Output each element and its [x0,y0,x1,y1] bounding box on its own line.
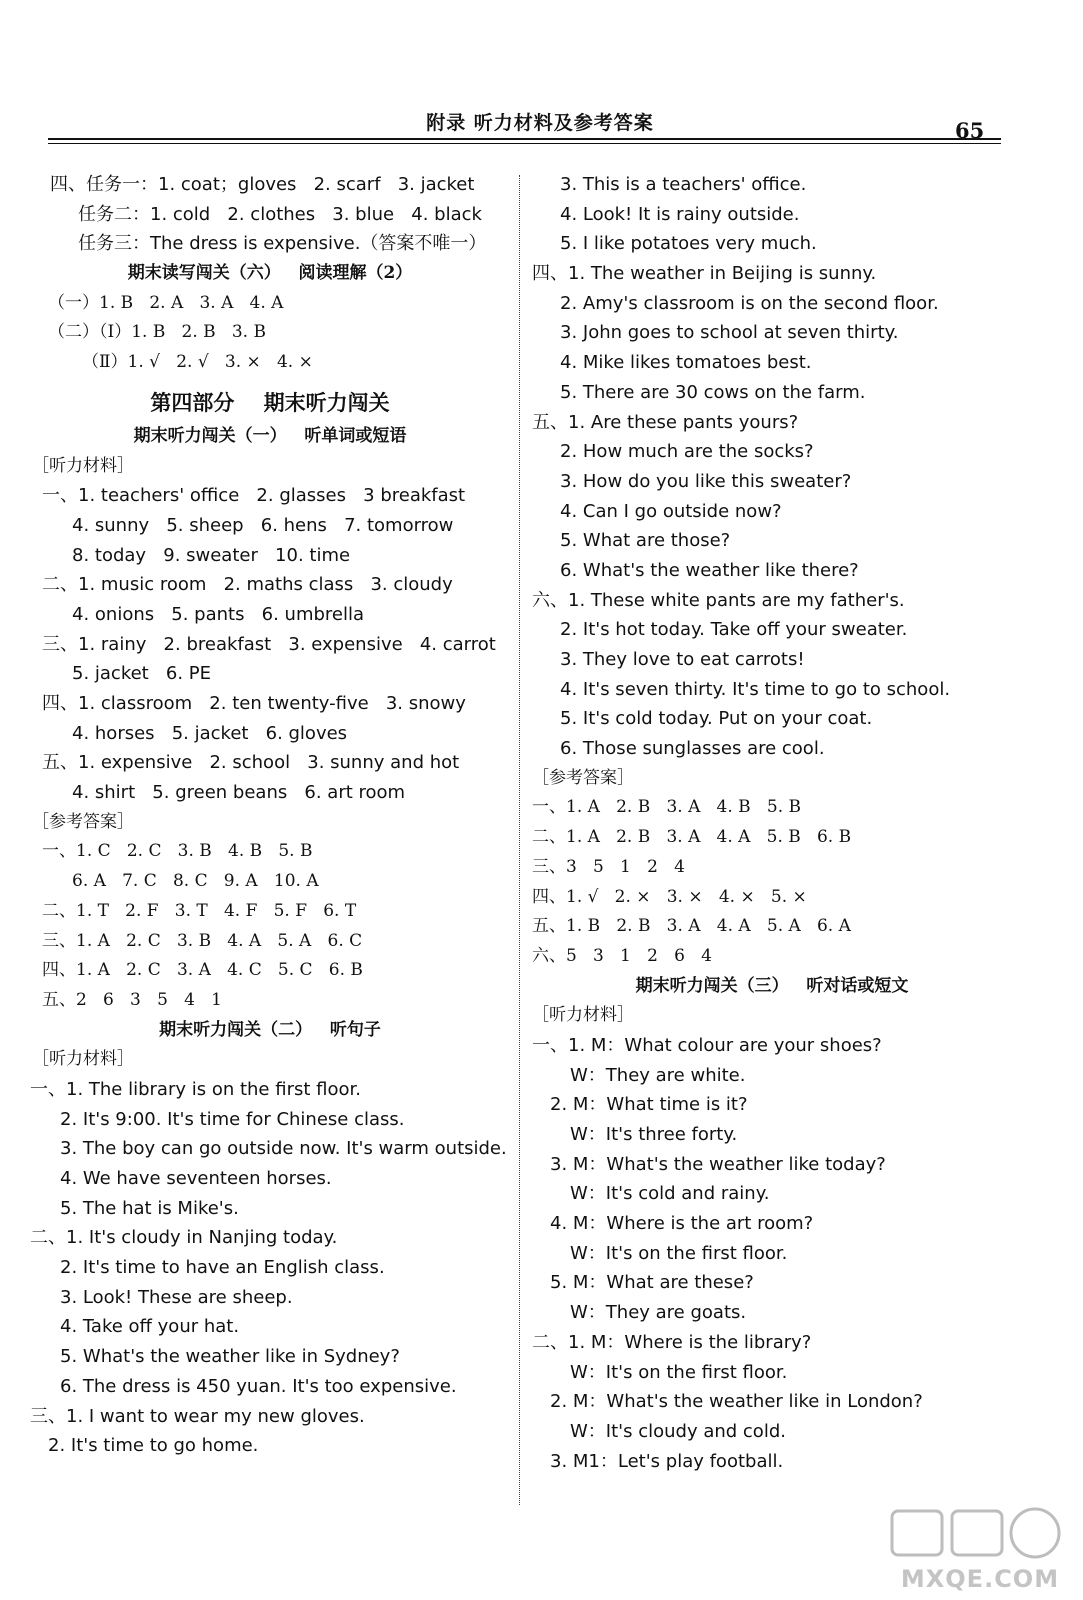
left-text-line: 5. The hat is Mike's. [60,1197,239,1219]
right-text-line: W：They are white. [570,1064,746,1086]
right-answer-line: 二、1. A 2. B 3. A 4. A 5. B 6. B [532,827,852,848]
left-text-line: 二、1. music room 2. maths class 3. cloudy [42,574,453,596]
left-text-line: 4. onions 5. pants 6. umbrella [72,603,365,625]
header-rule-thin [48,143,1001,144]
left-text-line: 二、1. It's cloudy in Nanjing today. [30,1227,338,1249]
left-answer-line: 五、2 6 3 5 4 1 [42,989,222,1010]
left-text-line: 2. It's 9:00. It's time for Chinese class. [60,1108,405,1130]
right-text-line: W：It's three forty. [570,1124,738,1145]
left-text-line: 4. Take off your hat. [60,1316,240,1338]
left-text-line: 4. We have seventeen horses. [60,1168,332,1189]
left-answer-line: （二）（Ⅰ）1. B 2. B 3. B [48,322,266,343]
left-bracket-label: ［听力材料］ [32,1049,134,1070]
left-text-line: 任务三：The dress is expensive.（答案不唯一） [78,233,487,255]
left-answer-line: （一）1. B 2. A 3. A 4. A [48,292,284,313]
left-section-heading: 期末听力闯关（二） 听句子 [159,1019,381,1040]
left-text-line: 三、1. I want to wear my new gloves. [30,1405,365,1427]
right-text-line: 4. It's seven thirty. It's time to go to school. [560,678,951,700]
right-text-line: 五、1. Are these pants yours? [532,411,799,433]
right-text-line: 6. Those sunglasses are cool. [560,738,825,760]
left-text-line: 4. horses 5. jacket 6. gloves [72,722,348,744]
left-text-line: 5. jacket 6. PE [72,663,212,685]
left-text-line: 一、1. teachers' office 2. glasses 3 breakfast [42,485,466,507]
right-section-heading: 期末听力闯关（三） 听对话或短文 [635,975,909,996]
left-text-line: 五、1. expensive 2. school 3. sunny and hot [42,752,460,774]
page-number: 65 [955,118,985,143]
right-answer-line: 四、1. √ 2. × 3. × 4. × 5. × [532,886,807,907]
left-text-line: 3. Look! These are sheep. [60,1286,293,1308]
left-text-line: 8. today 9. sweater 10. time [72,544,351,566]
right-text-line: 4. Can I go outside now? [560,500,782,522]
right-text-line: W：It's on the first floor. [570,1361,788,1383]
left-text-line: 3. The boy can go outside now. It's warm outside. [60,1138,507,1160]
right-answer-line: 六、5 3 1 2 6 4 [532,945,712,966]
right-text-line: 2. It's hot today. Take off your sweater. [560,619,908,641]
right-text-line: 5. What are those? [560,530,731,552]
right-text-line: 四、1. The weather in Beijing is sunny. [532,263,877,285]
right-text-line: 2. How much are the socks? [560,441,814,463]
right-column [532,170,1012,1476]
right-text-line: 2. Amy's classroom is on the second floor. [560,292,939,314]
right-text-line: 2. M：What's the weather like in London? [550,1391,923,1413]
right-text-line: 3. They love to eat carrots! [560,649,805,670]
right-bracket-label: ［参考答案］ [532,767,634,788]
left-text-line: 任务二：1. cold 2. clothes 3. blue 4. black [78,203,482,225]
left-text-line: 2. It's time to go home. [48,1435,259,1457]
left-answer-line: 四、1. A 2. C 3. A 4. C 5. C 6. B [42,960,363,981]
left-part-heading: 第四部分 期末听力闯关 [150,389,390,415]
right-text-line: 六、1. These white pants are my father's. [532,589,905,611]
right-text-line: 二、1. M：Where is the library? [532,1331,812,1353]
left-answer-line: （Ⅱ）1. √ 2. √ 3. × 4. × [82,352,313,373]
right-text-line: W：They are goats. [570,1302,747,1324]
right-text-line: 3. M：What's the weather like today? [550,1153,886,1175]
right-text-line: 3. M1：Let's play football. [550,1450,784,1472]
right-text-line: 6. What's the weather like there? [560,559,859,581]
left-text-line: 5. What's the weather like in Sydney? [60,1346,400,1368]
right-text-line: 3. This is a teachers' office. [560,174,807,195]
left-answer-line: 三、1. A 2. C 3. B 4. A 5. A 6. C [42,930,363,951]
left-text-line: 2. It's time to have an English class. [60,1257,385,1279]
right-text-line: 4. Mike likes tomatoes best. [560,352,812,374]
right-text-line: 3. How do you like this sweater? [560,470,852,492]
header-rule-thick [48,138,1001,140]
left-answer-line: 二、1. T 2. F 3. T 4. F 5. F 6. T [42,900,357,921]
left-section-heading: 期末听力闯关（一） 听单词或短语 [133,425,407,446]
right-text-line: 4. Look! It is rainy outside. [560,203,800,225]
right-text-line: 5. There are 30 cows on the farm. [560,381,866,403]
right-text-line: W：It's cold and rainy. [570,1183,770,1205]
left-text-line: 一、1. The library is on the first floor. [30,1078,361,1100]
left-bracket-label: ［听力材料］ [32,455,134,476]
right-text-line: 4. M：Where is the art room? [550,1213,814,1235]
right-text-line: 5. M：What are these? [550,1272,754,1294]
left-text-line: 四、任务一：1. coat；gloves 2. scarf 3. jacket [50,174,475,195]
left-bracket-label: ［参考答案］ [32,811,134,832]
right-bracket-label: ［听力材料］ [532,1005,634,1026]
right-text-line: 2. M：What time is it? [550,1094,748,1116]
left-text-line: 4. shirt 5. green beans 6. art room [72,782,406,804]
left-answer-line: 6. A 7. C 8. C 9. A 10. A [72,871,319,892]
left-section-heading: 期末读写闯关（六） 阅读理解（2） [127,263,413,284]
column-divider [519,175,520,1505]
left-text-line: 4. sunny 5. sheep 6. hens 7. tomorrow [72,514,454,536]
right-text-line: 一、1. M：What colour are your shoes? [532,1034,882,1056]
running-header-title: 附录 听力材料及参考答案 [426,112,654,134]
left-column [30,170,510,1461]
watermark-logo [880,1505,1080,1600]
watermark-url: MXQE.COM [900,1565,1060,1593]
right-answer-line: 五、1. B 2. B 3. A 4. A 5. A 6. A [532,916,851,937]
left-answer-line: 一、1. C 2. C 3. B 4. B 5. B [42,841,313,862]
right-answer-line: 三、3 5 1 2 4 [532,856,685,877]
right-text-line: 5. It's cold today. Put on your coat. [560,708,873,730]
right-text-line: 5. I like potatoes very much. [560,233,817,255]
left-text-line: 四、1. classroom 2. ten twenty-five 3. snowy [42,693,466,714]
right-text-line: 3. John goes to school at seven thirty. [560,322,899,344]
right-answer-line: 一、1. A 2. B 3. A 4. B 5. B [532,797,801,818]
right-text-line: W：It's cloudy and cold. [570,1420,786,1442]
left-text-line: 6. The dress is 450 yuan. It's too expensive. [60,1375,457,1397]
right-text-line: W：It's on the first floor. [570,1242,788,1264]
left-text-line: 三、1. rainy 2. breakfast 3. expensive 4. carrot [42,633,496,655]
